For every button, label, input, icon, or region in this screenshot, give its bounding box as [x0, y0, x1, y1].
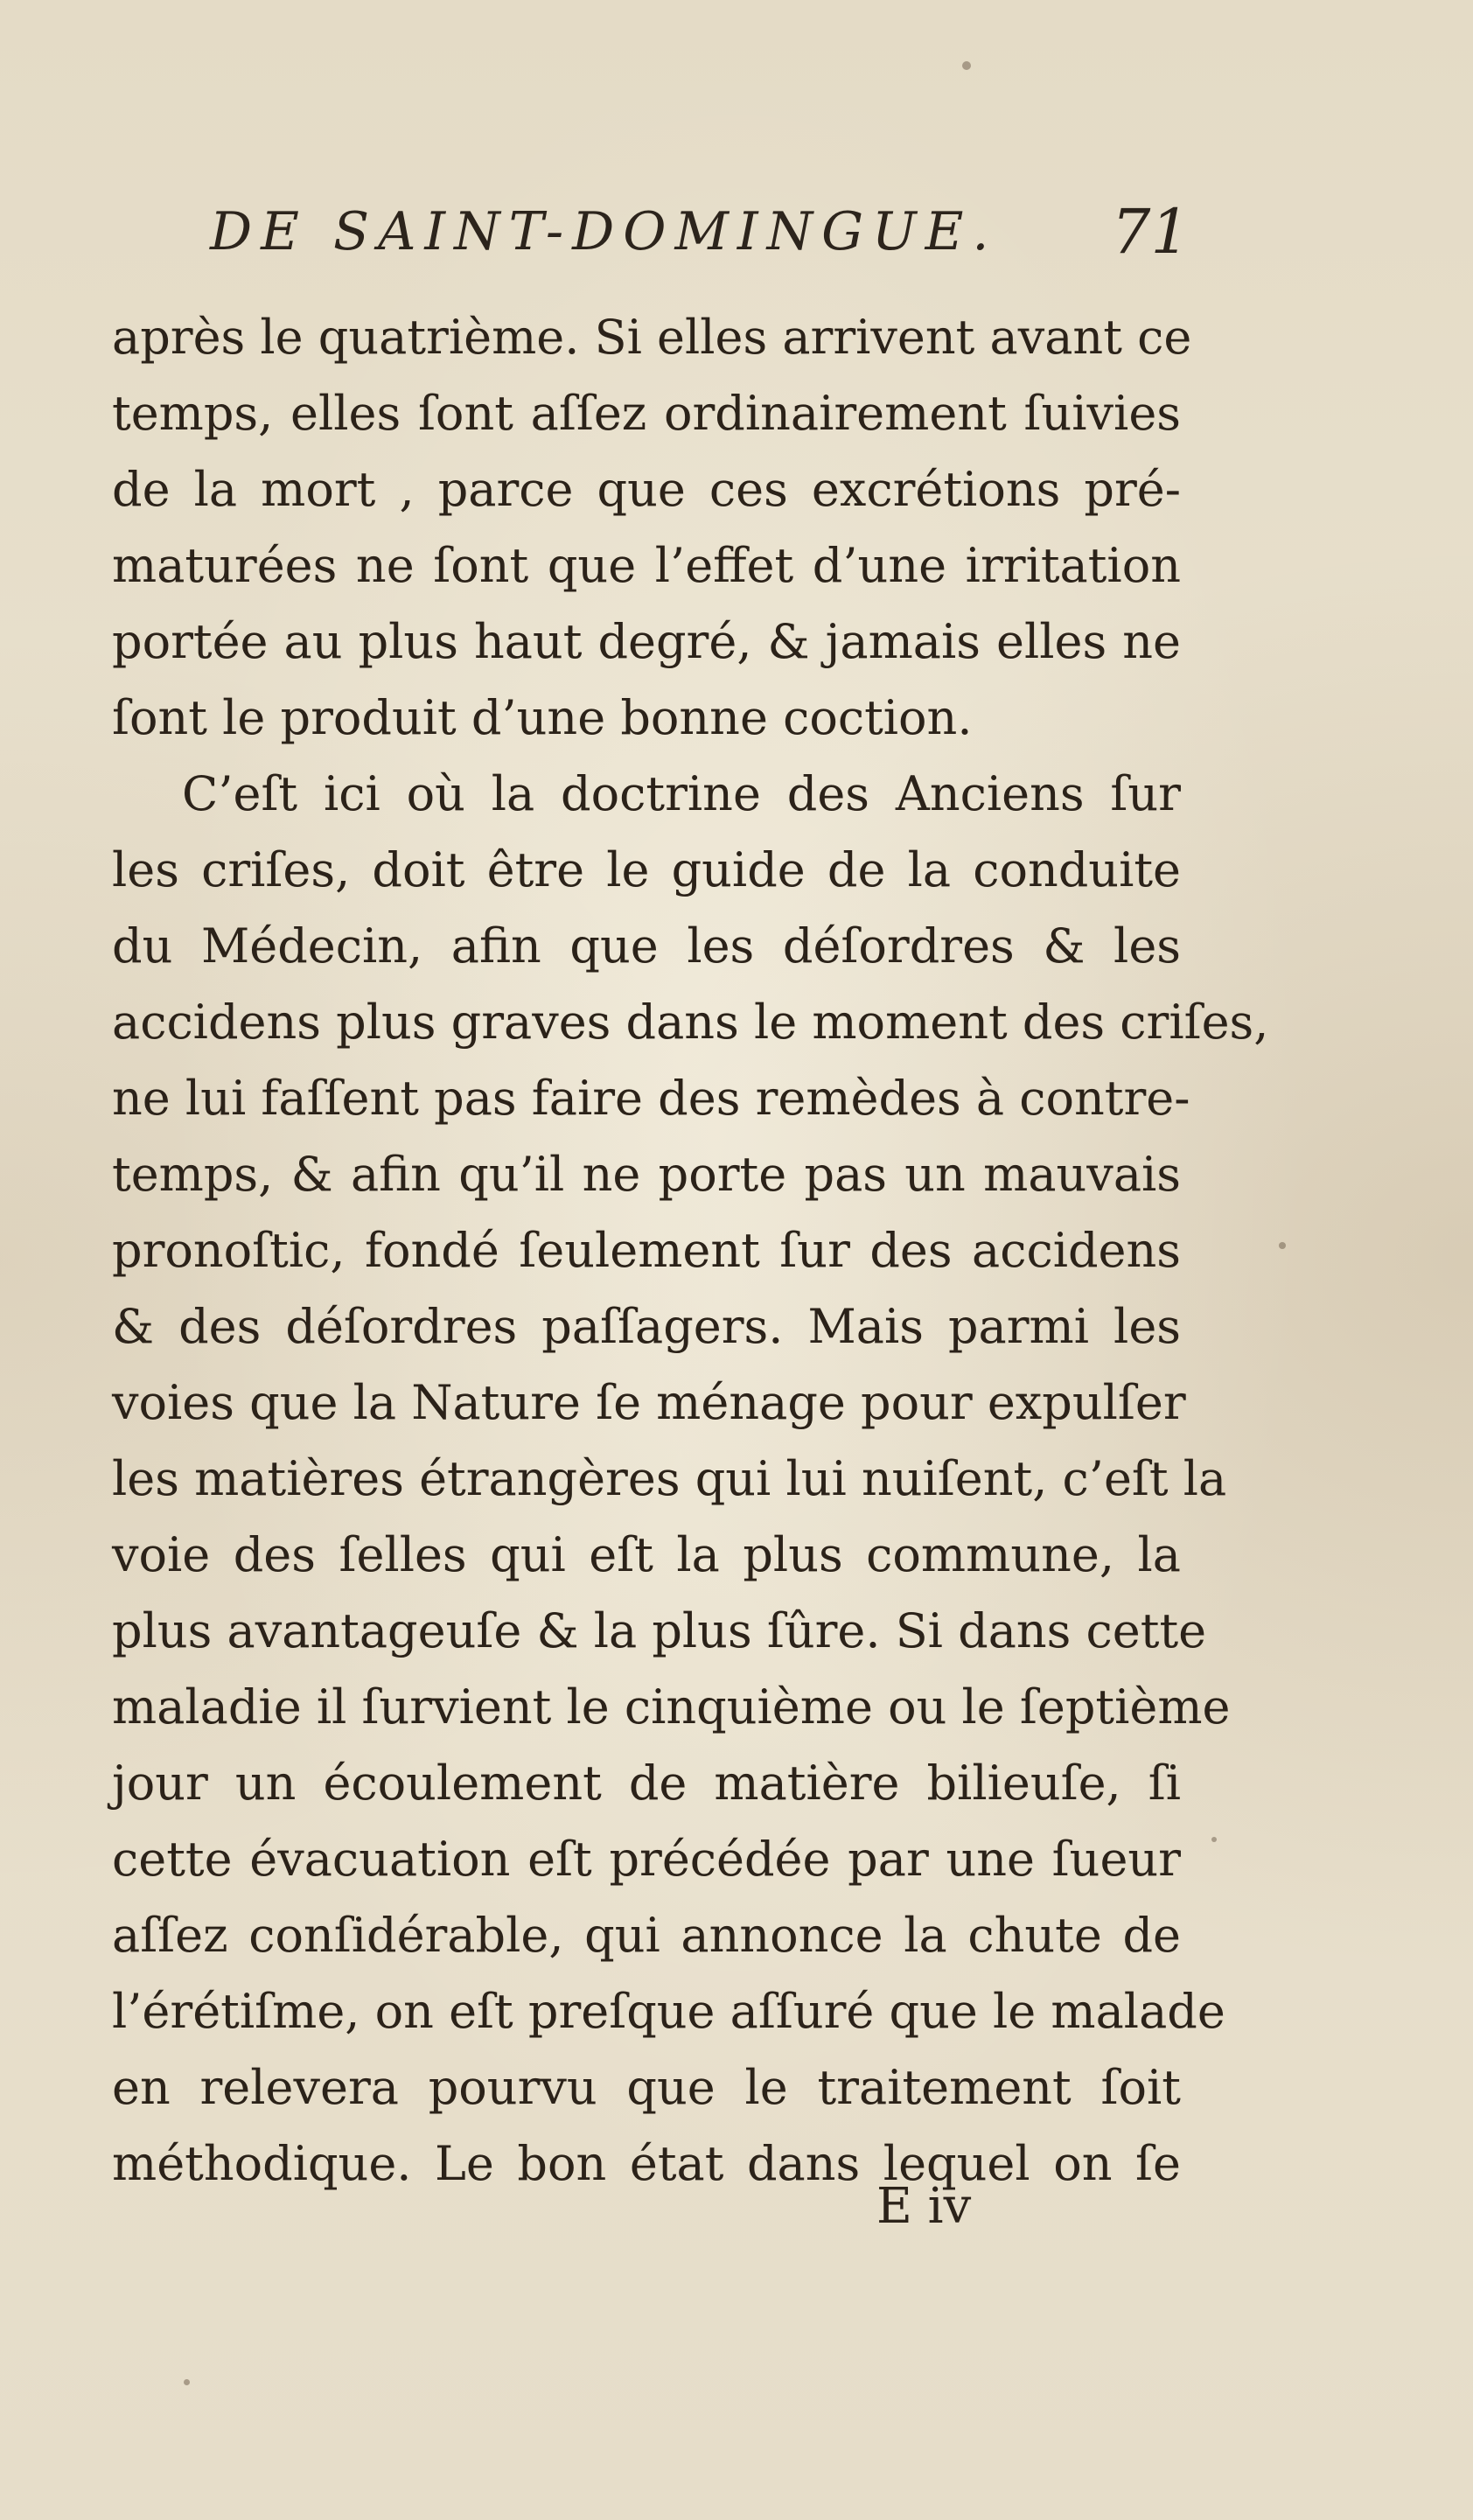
text-line: accidens plus graves dans le moment des criſes, — [112, 995, 1269, 1050]
paper-speck — [184, 2379, 190, 2385]
text-line: voie des ſelles qui eſt la plus commune, la — [112, 1527, 1181, 1582]
text-line: après le quatrième. Si elles arrivent avant ce — [112, 310, 1192, 365]
page-header — [210, 196, 1190, 280]
text-line: maturées ne ſont que l’effet d’une irritation — [112, 538, 1181, 593]
text-line: les matières étrangères qui lui nuiſent, c’eſt la — [112, 1451, 1227, 1506]
paper-speck — [962, 61, 971, 70]
running-head: DE SAINT-DOMINGUE. — [210, 201, 998, 262]
text-line: temps, & afin qu’il ne porte pas un mauvais — [112, 1147, 1181, 1202]
page-number: 71 — [1111, 196, 1190, 268]
text-line: en relevera pourvu que le traitement ſoit — [112, 2060, 1181, 2115]
text-line: & des déſordres paſſagers. Mais parmi les — [112, 1299, 1181, 1354]
text-line: ſont le produit d’une bonne coction. — [112, 690, 973, 745]
text-line: plus avantageuſe & la plus ſûre. Si dans cette — [112, 1603, 1207, 1658]
signature-mark: E iv — [876, 2178, 972, 2235]
text-line: de la mort , parce que ces excrétions pré- — [112, 462, 1181, 517]
text-line: C’eſt ici où la doctrine des Anciens ſur — [182, 766, 1181, 821]
paper-speck — [1279, 1242, 1286, 1249]
text-line: cette évacuation eſt précédée par une ſueur — [112, 1832, 1181, 1887]
text-line: méthodique. Le bon état dans lequel on ſe — [112, 2136, 1181, 2191]
text-line: pronoſtic, fondé ſeulement ſur des accidens — [112, 1223, 1181, 1278]
body-text — [112, 299, 1269, 2202]
text-line: aſſez conſidérable, qui annonce la chute de — [112, 1908, 1181, 1963]
text-line: ne lui faſſent pas faire des remèdes à contre- — [112, 1071, 1190, 1126]
text-line: temps, elles ſont aſſez ordinairement ſuivies — [112, 386, 1181, 441]
paper-speck — [1211, 1837, 1217, 1842]
text-line: jour un écoulement de matière bilieuſe, ſi — [112, 1756, 1181, 1811]
text-line: du Médecin, afin que les déſordres & les — [112, 918, 1181, 974]
text-line: voies que la Nature ſe ménage pour expulſer — [112, 1375, 1186, 1430]
text-line: les criſes, doit être le guide de la conduite — [112, 842, 1181, 897]
text-line: l’érétiſme, on eſt preſque aſſuré que le malade — [112, 1984, 1225, 2039]
text-line: portée au plus haut degré, & jamais elles ne — [112, 614, 1181, 669]
text-line: maladie il ſurvient le cinquième ou le ſeptième — [112, 1679, 1231, 1735]
